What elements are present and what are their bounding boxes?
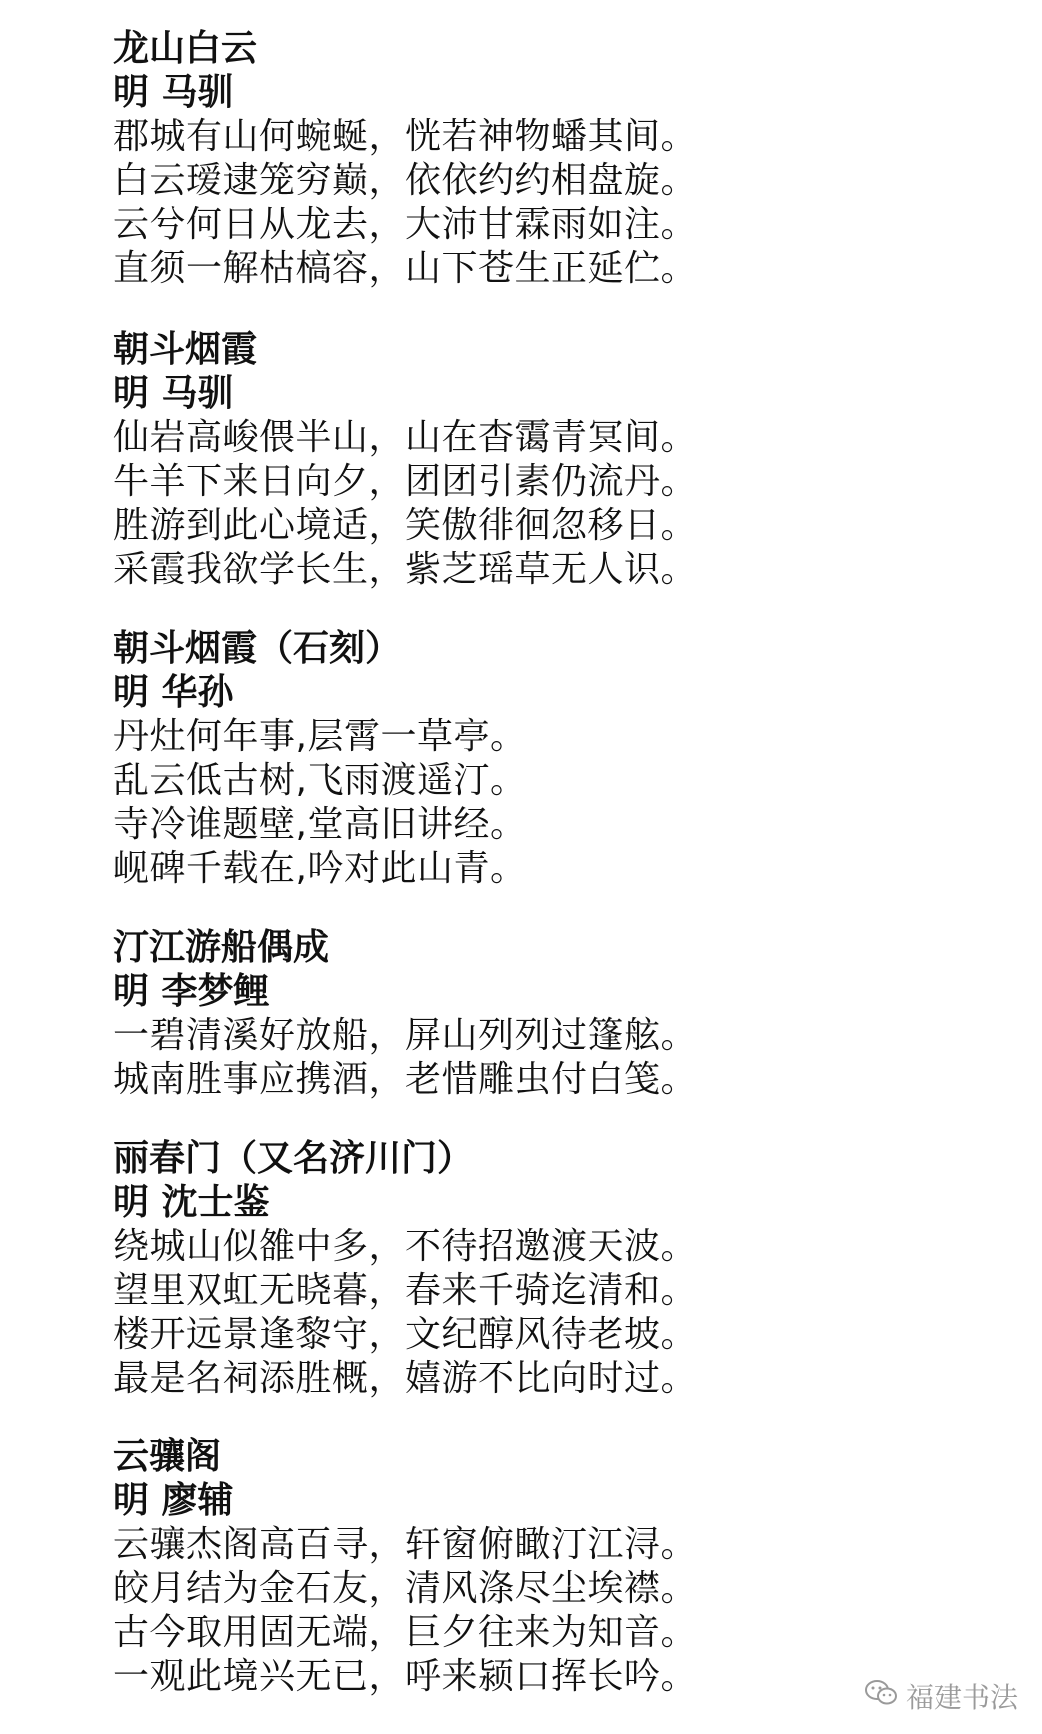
poem-line: 云骧杰阁高百寻，轩窗俯瞰汀江浔。 xyxy=(113,1524,698,1565)
poem-line: 最是名祠添胜概，嬉游不比向时过。 xyxy=(113,1358,698,1399)
poem-line: 楼开远景逢黎守，文纪醇风待老坡。 xyxy=(113,1314,698,1355)
poem-author: 明 华孙 xyxy=(113,672,234,713)
poem-line: 白云瑷逮笼穷巅，依依约约相盘旋。 xyxy=(113,160,698,201)
wechat-icon xyxy=(864,1679,898,1714)
poem-line: 城南胜事应携酒，老惜雕虫付白笺。 xyxy=(113,1059,698,1100)
poem-block xyxy=(113,328,1013,592)
poem-line: 直须一解枯槁容，山下苍生正延伫。 xyxy=(113,248,698,289)
poem-block xyxy=(113,1435,1013,1699)
poem-author: 明 李梦鲤 xyxy=(113,971,270,1012)
watermark xyxy=(864,1676,1018,1716)
poem-title: 汀江游船偶成 xyxy=(113,927,330,968)
poem-author: 明 马驯 xyxy=(113,72,234,113)
poem-author: 明 马驯 xyxy=(113,373,234,414)
watermark-text: 福建书法 xyxy=(905,1681,1018,1714)
poem-line: 望里双虹无晓暮，春来千骑迄清和。 xyxy=(113,1270,698,1311)
poem-line: 牛羊下来日向夕，团团引素仍流丹。 xyxy=(113,461,698,502)
poem-title: 龙山白云 xyxy=(113,28,258,69)
poem-line: 丹灶何年事,层霄一草亭。 xyxy=(113,716,527,757)
poem-line: 寺冷谁题壁,堂高旧讲经。 xyxy=(113,804,527,845)
poem-line: 乱云低古树,飞雨渡遥汀。 xyxy=(113,760,527,801)
poem-line: 古今取用固无端，巨夕往来为知音。 xyxy=(113,1612,698,1653)
poem-line: 绕城山似雒中多，不待招邀渡天波。 xyxy=(113,1226,698,1267)
poem-line: 岘碑千载在,吟对此山青。 xyxy=(113,848,527,889)
poem-block xyxy=(113,926,1013,1102)
poem-title: 云骧阁 xyxy=(113,1436,222,1477)
poem-title: 丽春门（又名济川门） xyxy=(113,1138,474,1179)
poem-title: 朝斗烟霞 xyxy=(113,329,258,370)
poem-author: 明 廖辅 xyxy=(113,1480,234,1521)
poem-line: 皎月结为金石友，清风涤尽尘埃襟。 xyxy=(113,1568,698,1609)
poem-line: 一观此境兴无已，呼来颍口挥长吟。 xyxy=(113,1656,698,1697)
poem-line: 郡城有山何蜿蜒，恍若神物蟠其间。 xyxy=(113,116,698,157)
poem-title: 朝斗烟霞（石刻） xyxy=(113,628,402,669)
poem-block xyxy=(113,627,1013,891)
poem-author: 明 沈士鉴 xyxy=(113,1182,270,1223)
poem-line: 云兮何日从龙去，大沛甘霖雨如注。 xyxy=(113,204,698,245)
poem-line: 采霞我欲学长生，紫芝瑶草无人识。 xyxy=(113,549,698,590)
poem-block xyxy=(113,27,1013,291)
poem-line: 胜游到此心境适，笑傲徘徊忽移日。 xyxy=(113,505,698,546)
poem-line: 仙岩高峻偎半山，山在杳霭青冥间。 xyxy=(113,417,698,458)
poem-line: 一碧清溪好放船，屏山列列过篷舷。 xyxy=(113,1015,698,1056)
poem-block xyxy=(113,1137,1013,1401)
